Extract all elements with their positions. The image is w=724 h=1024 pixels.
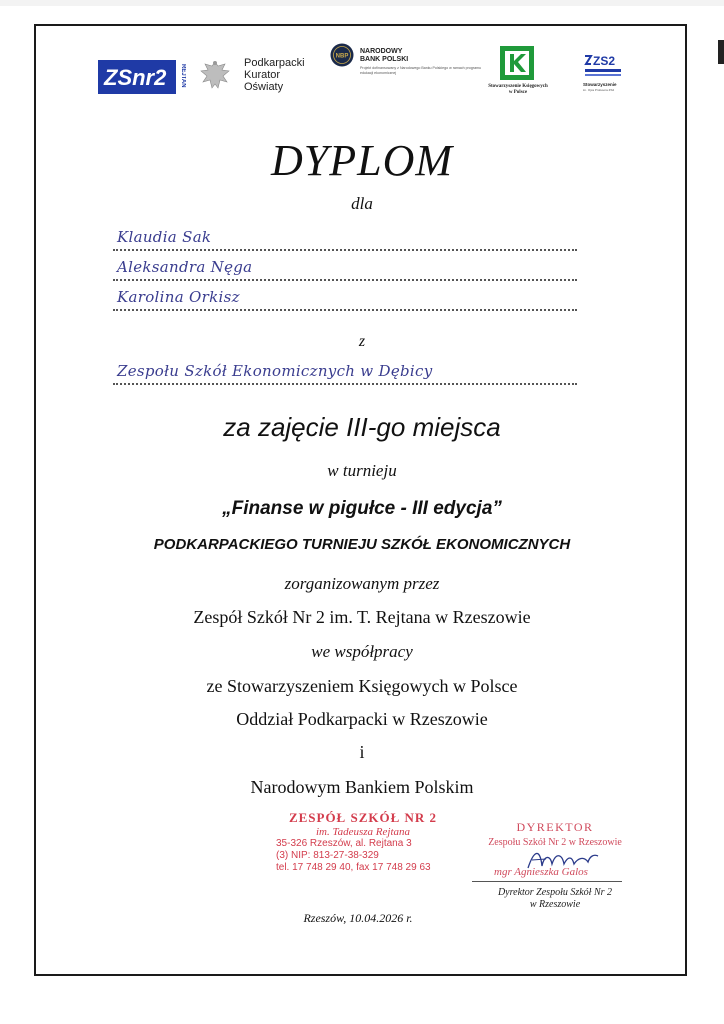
svg-text:ZS2: ZS2 bbox=[593, 54, 616, 68]
school-stamp-line-3: 35-326 Rzeszów, al. Rejtana 3 bbox=[276, 838, 412, 849]
nbp-title-line-2: BANK POLSKI bbox=[360, 56, 409, 63]
signature-line bbox=[472, 881, 622, 882]
director-stamp bbox=[470, 820, 640, 848]
in-tournament-label: w turnieju bbox=[327, 461, 397, 480]
zsnr2-logo bbox=[98, 60, 186, 94]
nbp-title bbox=[360, 48, 408, 64]
director-caption-line-2: w Rzeszowie bbox=[529, 899, 581, 910]
diploma-title: DYPLOM bbox=[270, 136, 454, 185]
school-stamp-line-1: ZESPÓŁ SZKÓŁ NR 2 bbox=[288, 810, 438, 825]
zs2-logo-icon bbox=[583, 52, 623, 78]
school-name: Zespołu Szkół Ekonomicznych w Dębicy bbox=[117, 362, 433, 380]
nbp-title-line-1: NARODOWY bbox=[360, 48, 403, 55]
name-2: Aleksandra Nęga bbox=[117, 258, 253, 276]
school-stamp-line-4: (3) NIP: 813-27-38-329 bbox=[276, 850, 379, 861]
issue-date: Rzeszów, 10.04.2026 r. bbox=[303, 911, 413, 925]
zsnr2-logo-text: ZSnr2 bbox=[104, 65, 167, 90]
partner-2: Narodowym Bankiem Polskim bbox=[250, 777, 474, 797]
eagle-emblem-icon bbox=[198, 58, 232, 94]
z-label: z bbox=[358, 333, 366, 350]
kurator-line-2: Kurator bbox=[244, 69, 281, 81]
organized-by-label: zorganizowanym przez bbox=[284, 574, 440, 593]
ska-text-line-2: w Polsce bbox=[508, 90, 528, 95]
cooperation-label: we współpracy bbox=[311, 642, 413, 661]
zs2-small-text: im. Ojca Profesora ZS2 bbox=[583, 88, 615, 92]
organizer-name: Zespół Szkół Nr 2 im. T. Rejtana w Rzeszowie bbox=[193, 607, 531, 627]
name-1: Klaudia Sak bbox=[117, 228, 212, 246]
partner-1-branch: Oddział Podkarpacki w Rzeszowie bbox=[236, 709, 488, 729]
and-label: i bbox=[359, 742, 365, 762]
ska-text bbox=[486, 84, 550, 96]
director-stamp-title: DYREKTOR bbox=[516, 820, 594, 834]
kurator-line-3: Oświaty bbox=[244, 81, 284, 93]
zs2-text: Stowarzyszenie bbox=[583, 82, 617, 87]
partner-1: ze Stowarzyszeniem Księgowych w Polsce bbox=[206, 676, 518, 696]
director-name: mgr Agnieszka Galos bbox=[494, 866, 588, 878]
director-caption bbox=[470, 887, 640, 911]
svg-text:NBP: NBP bbox=[335, 53, 349, 60]
kurator-text bbox=[244, 57, 305, 93]
zsnr2-logo-sub: REJTAN bbox=[180, 64, 186, 88]
nbp-subtitle: Projekt dofinansowany z Narodowego Banku Polskiego w ramach programu edukacji ekonomicznej bbox=[360, 66, 482, 75]
scan-edge bbox=[0, 0, 724, 6]
director-stamp-school: Zespołu Szkół Nr 2 w Rzeszowie bbox=[488, 837, 622, 848]
place-text: za zajęcie III-go miejsca bbox=[223, 412, 501, 442]
school-stamp bbox=[276, 810, 450, 874]
director-caption-line-1: Dyrektor Zespołu Szkół Nr 2 bbox=[497, 887, 613, 898]
scan-mark bbox=[718, 40, 724, 64]
ska-text-line-1: Stowarzyszenie Księgowych bbox=[488, 84, 548, 89]
name-3: Karolina Orkisz bbox=[117, 288, 240, 306]
nbp-logo-icon bbox=[330, 43, 354, 67]
tournament-full-name: PODKARPACKIEGO TURNIEJU SZKÓŁ EKONOMICZNYCH bbox=[153, 536, 571, 553]
school-stamp-line-2: im. Tadeusza Rejtana bbox=[315, 826, 410, 838]
dla-label: dla bbox=[351, 194, 373, 213]
school-stamp-line-5: tel. 17 748 29 40, fax 17 748 29 63 bbox=[276, 862, 431, 873]
kurator-line-1: Podkarpacki bbox=[244, 57, 305, 69]
tournament-name: „Finanse w pigułce - III edycja” bbox=[222, 498, 502, 519]
ska-logo-icon bbox=[500, 46, 534, 80]
